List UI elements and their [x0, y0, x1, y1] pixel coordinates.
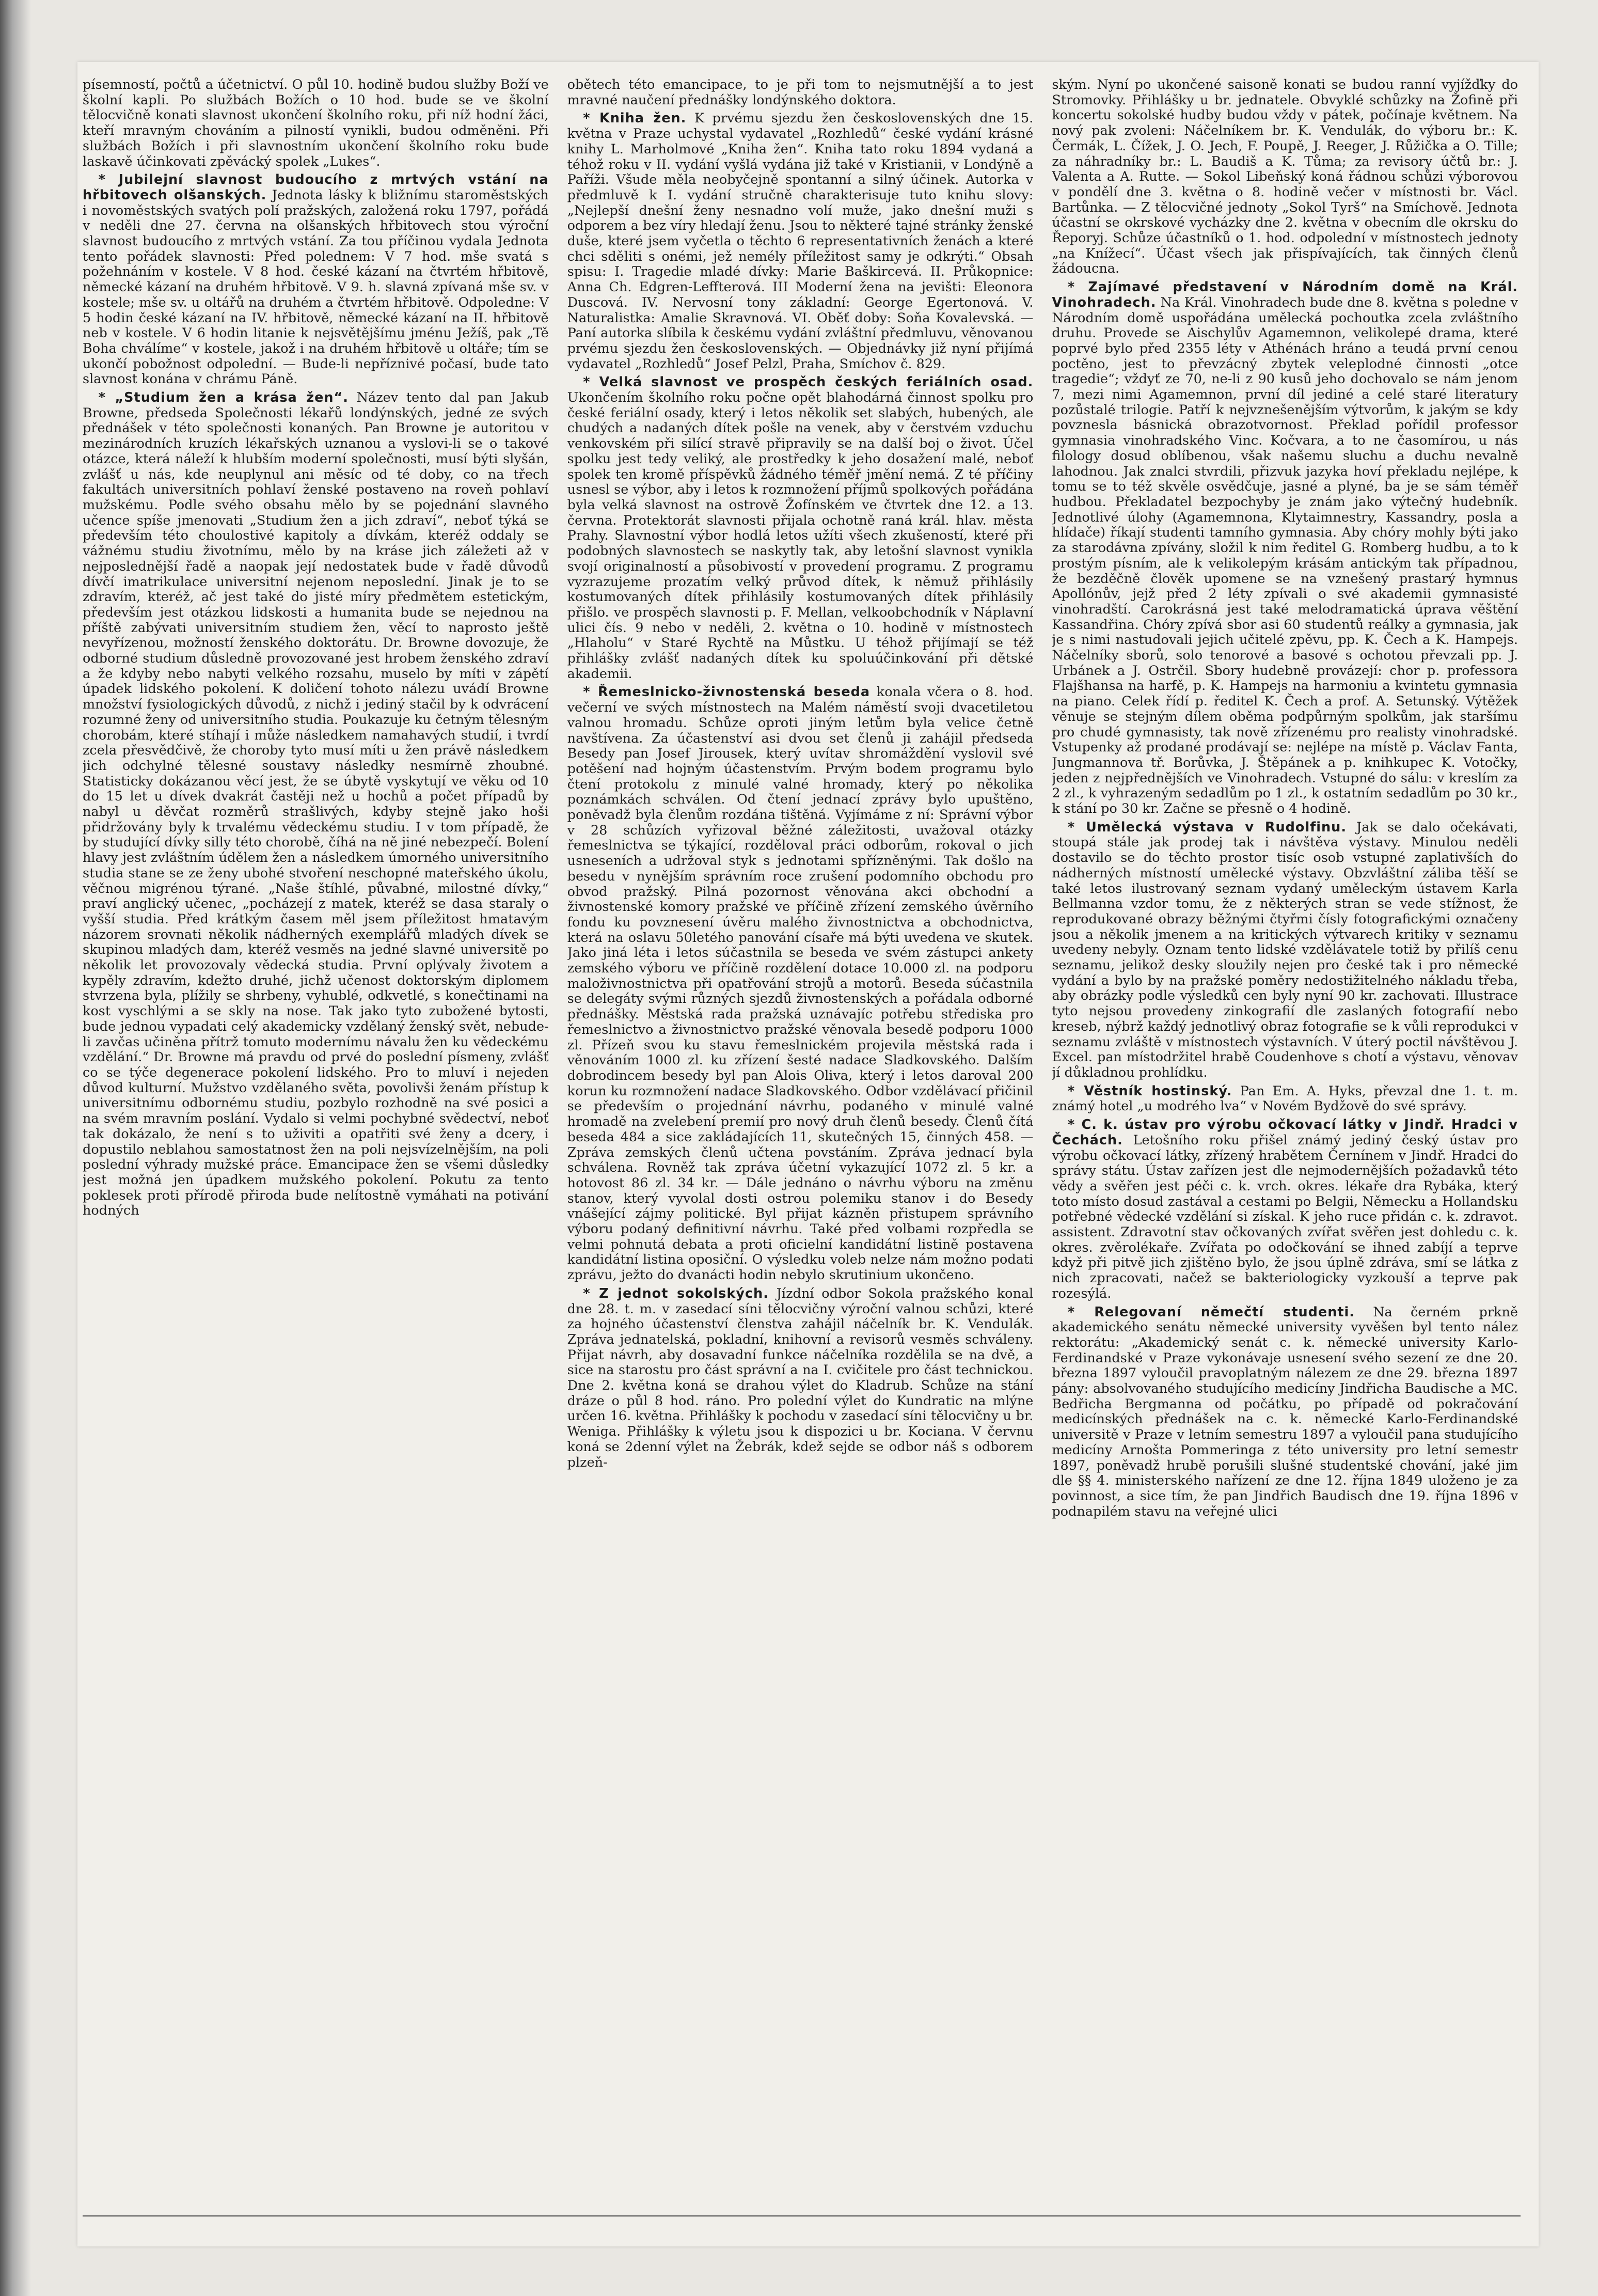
article-headline: * Řemeslnicko-živnostenská beseda — [583, 684, 871, 700]
article-body: Jak se dalo očekávati, stoupá stále jak prodej tak i návštěva výstavy. Minulou neděli dostavilo se do těchto prostor tisíc osob vstupné zaplativších do nádherných místností umělecké výstavy. Obzvláštní záliba těší se také letos ilustrovaný seznam vydaný uměleckým ústavem Karla Bellmanna vzdor tomu, že z některých stran se vede stížnost, že reprodukované obrazy běžnými čtyřmi čísly fotografickými označeny jsou a několik jmenem a na kritických výtvarech kritiky v seznamu uvedeny nebyly. Oznam tento lidské vzdělávatele totiž by přilíš cenu seznamu, jelikož desky sloužily nejen pro české tak i pro německé vydání a bylo by na pražské poměry nedostižitelného nákladu třeba, aby obrázky podle výsledků cen byly nyní 90 kr. zachovati. Illustrace tyto nejsou provedeny zinkografií dle zaslaných fotografií nebo kreseb, nýbrž každý jednotlivý obraz fotografie se k vůli reprodukci v seznamu zvláště v místnostech výstavních. V úterý poctil návštěvou J. Excel. pan místodržitel hrabě Coudenhove s chotí a výstavu, věnovav jí důkladnou prohlídku. — [1052, 819, 1518, 1080]
article-body: Letošního roku přišel známý jediný český ústav pro výrobu očkovací látky, zřízený hrabětem Černínem v Jindř. Hradci do správy státu. Ústav zařízen jest dle nejmodernějších požadavků této vědy a svěřen jest péči c. k. vrch. okres. lékaře dra Rybáka, který toto místo dosud zastával a cestami po Belgii, Německu a Hollandsku potřebné vědecké vzdělání si získal. K jeho ruce přidán c. k. zdravot. assistent. Zdravotní stav očkovaných zvířat svěřen jest dohledu c. k. okres. zvěrolékaře. Zvířata po odočkování se ihned zabíjí a teprve když při pitvě jich zjištěno bylo, že jsou úplně zdráva, smí se látka z nich zpracovati, načež se bakteriologicky vyzkouší a teprve pak rozesýlá. — [1052, 1132, 1518, 1301]
article-paragraph — [83, 172, 549, 387]
article-body: ským. Nyní po ukončené saisoně konati se budou ranní vyjížďky do Stromovky. Přihlášky u br. jednatele. Obvyklé schůzky na Žofině při koncertu sokolské hudby budou vždy v pátek, počínaje květnem. Na nový pak zvoleni: Náčelníkem br. K. Vendulák, do výboru br.: K. Čermák, L. Čížek, J. O. Jech, F. Poupě, J. Reeger, J. Růžička a O. Tille; za náhradníky br.: L. Baudiš a K. Tůma; za revisory účtů br.: J. Valenta a A. Rutte. — Sokol Libeňský koná řádnou schůzi výborovou v pondělí dne 3. května o 8. hodině večer v místnosti br. Václ. Bartůnka. — Z tělocvičné jednoty „Sokol Tyrš“ na Smíchově. Jednota účastní se okrskové vycházky dne 2. května v obecním dle okrsku do Řeporyj. Schůze účastníků o 1. hod. odpolední v místnostech jednoty „na Knížecí“. Účast všech jak přispívajících, tak činných členů žádoucna. — [1052, 77, 1518, 277]
article-body: Na černém prkně akademického senátu německé university vyvěšen byl tento nález rektorátu: „Akademický senát c. k. německé university Karlo-Ferdinandské v Praze vykonávaje usnesení svého sezení ze dne 20. března 1897 vyloučil pravoplatným nálezem ze dne 29. března 1897 pány: absolvovaného studujícího medicíny Jindřicha Baudische a MC. Bedřicha Bergmanna od počátku, po případě od pokračování medicínských přednášek na c. k. německé Karlo-Ferdinandské universitě v Praze v letním semestru 1897 a vyloučil pana studujícího medicíny Arnošta Pommeringa z této university pro letní semestr 1897, poněvadž hrubě porušili slušné studentské chování, jaké jim dle §§ 4. ministerského nařízení ze dne 12. října 1849 uloženo je za povinnost, a sice tím, že pan Jindřich Baudisch dne 19. října 1896 v podnapilém stavu na veřejné ulici — [1052, 1304, 1518, 1519]
article-body: Název tento dal pan Jakub Browne, předseda Společnosti lékařů londýnských, jedné ze svých přednášek v této společnosti konaných. Pan Browne je autoritou v mezinárodních kruzích lékařských uznanou a vyslovi-li se o takové otázce, která náleží k hlubším moderní společnosti, musí býti slyšán, zvlášť u nás, kde neuplynul ani měsíc od té doby, co na třech fakultách universitních pohlaví ženské postaveno na roveň pohlaví mužskému. Podle svého obsahu mělo by se pojednání slavného učence spíše jmenovati „Studium žen a jich zdraví“, neboť týká se především této choulostivé kapitoly a dívkám, kteréž oddaly se vážnému studiu životnímu, mělo by na kráse jich záležeti až v nejposlednější řadě a naopak její nedostatek bude v řadě důvodů dívčí imatrikulace universitní nejenom neposlední. Jinak je to se zdravím, kteréž, ač jest také do jisté míry předmětem estetickým, především jest otázkou lidskosti a humanita bude se nejednou na příště zabývati universitním studiem žen, věcí to naprosto ještě nevyřízenou, možností ženského doktorátu. Dr. Browne dovozuje, že odborné studium důsledně provozované jest hrobem ženského zdraví a že kdyby nebo nabyti velkého rozsahu, muselo by míti v zápětí úpadek lidského pokolení. K doličení tohoto nálezu uvádí Browne množství fysiologických důvodů, z nichž i jediný stačil by k odvrácení rozumné ženy od universitního studia. Poukazuje ku četným tělesným chorobám, které stíhají i může následkem namahavých studií, i tvrdí zcela přesvědčivě, že choroby tyto musí míti u žen právě následkem jich odchylné tělesné soustavy následky nesmírně zhoubné. Statisticky dokázanou věcí jest, že se úbytě vyskytují ve věku od 10 do 15 let u dívek dvakrát častěji než u hochů a počet případů by nabyl u děvčat rozměrů strašlivých, kdyby stejně jako hoši přidržovány byly k trvalému vědeckému studiu. I v tom případě, že by studující dívky silly této chorobě, číhá na ně jiné nebezpečí. Bolení hlavy jest zvláštním údělem žen a následkem úmorného universitního studia stane se ze ženy ubohé stvoření neschopné mateřského úkolu, věčnou migrénou týrané. „Naše štíhlé, půvabné, milostné dívky,“ praví anglický učenec, „pocházejí z matek, kteréž se dasa staraly o vyšší studia. Před krátkým časem měl jsem příležitost hmatavým názorem srovnati několik nádherných exemplářů mladých dívek se skupinou mladých dam, kteréž vesměs na jedné slavné universitě po několik let provozovaly vědecká studia. První oplývaly životem a kypěly zdravím, kdežto druhé, jichž učenost doktorským diplomem stvrzena byla, plížily se shrbeny, vyhublé, odkvetlé, s konečtinami na kost vyschlými a se skly na nose. Tak jako tyto zubožené bytosti, bude jednou vypadati celý akademicky vzdělaný ženský svět, nebude-li zavčas učiněna přítrž tomuto modernímu návalu žen ku vědeckému vzdělání.“ Dr. Browne má pravdu od prvé do poslední písmeny, zvlášť co se týče degenerace pokolení lidského. Pro to mluví i nejeden důvod kulturní. Mužstvo vzdělaného světa, povolivši ženám přístup k universitnímu odbornému studiu, pozbylo rozhodně na své posici a na svém mravním poslání. Vydalo si velmi pochybné svědectví, neboť tak dokázalo, že není s to uživiti a opatřiti své ženy a dcery, i dopustilo neblahou samostatnost žen na poli nejsvízelnějším, na poli poslední výhrady mužské práce. Emancipace žen se všemi důsledky jest možná jen úpadkem mužského pokolení. Pokutu za tento poklesek proti přírodě přiroda bude nelítostně vymáhati na potivání hodných — [83, 390, 549, 1219]
article-paragraph — [567, 375, 1034, 682]
article-headline: * Umělecká výstava v Rudolfinu. — [1067, 819, 1347, 835]
article-body: konala včera o 8. hod. večerní ve svých místnostech na Malém náměstí svoji dvacetiletou valnou hromadu. Schůze oproti jiným letům byla velice četně navštívena. Za účastenství asi dvou set členů ji zahájil předseda Besedy pan Josef Jirousek, který uvítav shromáždění vyslovil své potěšení nad hojným účastenstvím. Prvým bodem programu bylo čtení protokolu z minulé valné hromady, který po několika poznámkách schválen. Od čtení jednací zprávy bylo upuštěno, poněvadž byla členům rozdána tištěná. Vyjímáme z ní: Správní výbor v 28 schůzích vyřizoval běžné záležitosti, uvažoval otázky řemeslnictva se týkající, rozděloval práci odborům, rokoval o jich usneseních a udržoval styk s jednotami spřízněnými. Tak došlo na besedu v nynějším správním roce zrušení podomního obchodu pro obvod pražský. Pilná pozornost věnována akci obchodní a živnostenské komory pražské ve příčině zřízení zemského úvěrního fondu ku povznesení úvěru malého živnostnictva a obchodnictva, která na oslavu 50letého panování císaře má býti uvedena ve skutek. Jako jiná léta i letos súčastnila se beseda ve svém zástupci ankety zemského výboru ve příčině rozdělení dotace 10.000 zl. na podporu maloživnostnictva při opatřování strojů a motorů. Beseda súčastnila se delegáty svými různých sjezdů živnostenských a pořádala odborné přednášky. Městská rada pražská uznávajíc potřebu střediska pro řemeslnictvo a živnostnictvo pražské věnovala besedě podporu 1000 zl. Přízeň svou ku stavu řemeslnickém projevila městská rada i věnováním 1000 zl. ku zřízení šesté nadace Sladkovského. Dalším dobrodincem besedy byl pan Alois Oliva, který i letos daroval 200 korun ku rozmnožení nadace Sladkovského. Odbor vzdělávací přičinil se především o projednání návrhu, podaného v minulé valné hromadě na zvelebení premií pro nový druh členů besedy. Členů čítá beseda 484 a sice zakládajících 11, skutečných 15, činných 458. — Zpráva zemských členů učtena povstáním. Zpráva jednací byla schválena. Rovněž tak zpráva účetní vykazující 1072 zl. 5 kr. a hotovost 86 zl. 34 kr. — Dále jednáno o návrhu výboru na změnu stanov, který vyvolal dosti ostrou polemiku stanov i do Besedy vnášející zájmy politické. Byl přijat kázněn přistupem správního výboru podaný definitivní návrhu. Také před volbami rozpředla se velmi pohnutá debata a proti oficielní kandidátní listině postavena kandidátní listina oposiční. O výsledku voleb nelze nám možno podati zprávu, ježto do dvanácti hodin nebylo skrutinium ukončeno. — [567, 684, 1034, 1283]
article-headline: * Jubilejní slavnost budoucího z mrtvých vstání na hřbitovech olšanských. — [83, 172, 549, 203]
article-headline: * Zajímavé představení v Národním domě na Král. Vinohradech. — [1052, 279, 1518, 310]
article-body: Jednota lásky k bližnímu staroměstských i novoměstských svatých polí pražských, založená roku 1797, pořádá v neděli dne 27. června na olšanských hřbitovech stou výroční slavnost budoucího z mrtvých vstání. Za tou příčinou vydala Jednota tento pořádek slavnosti: Před polednem: V 7 hod. mše svatá s požehnáním v kostele. V 8 hod. české kázaní na čtvrtém hřbitově, německé kázaní na druhém hřbitově. V 9. h. slavná zpívaná mše sv. v kostele; mše sv. u oltářů na druhém a čtvrtém hřbitově. Odpoledne: V 5 hodin české kázaní na IV. hřbitově, německé kázaní na II. hřbitově neb v kostele. V 6 hodin litanie k nejsvětějšímu jménu Ježíš, pak „Tě Boha chválíme“ v kostele, jakož i na druhém hřbitově u oltáře; tím se ukončí pobožnost odpolední. — Bude-li nepříznivé počasí, bude tato slavnost konána v chrámu Páně. — [83, 187, 549, 387]
article-headline: * C. k. ústav pro výrobu očkovací látky v Jindř. Hradci v Čechách. — [1052, 1117, 1518, 1148]
column-2 — [567, 77, 1034, 2205]
article-headline: * Kniha žen. — [583, 111, 687, 127]
article-body: Na Král. Vinohradech bude dne 8. května s poledne v Národním domě uspořádána umělecká pochoutka zcela zvláštního druhu. Provede se Aischylův Agamemnon, velikolepé drama, které poprvé bylo před 2355 léty v Athénách hráno a teudá první cenou poctěno, jest to převzácný zbytek veleplodné činnosti „otce tragedie“; vždyť ze 70, ne-li z 90 kusů jeho dochovalo se nám jenom 7, mezi nimi Agamemnon, první díl jediné a celé staré literatury pozůstalé trilogie. Patří k nejvznešenějším výtvorům, k jakým se kdy povznesla básnická obrazotvornost. Překlad pořídil professor gymnasia vinohradského Vinc. Kočvara, a to ne časomírou, u nás filology dosud oblíbenou, však našemu sluchu a duchu nevalně lahodnou. Jak znalci stvrdili, přizvuk jazyka hoví překladu nejlépe, k tomu se to též skvěle osvědčuje, jasné a plyné, ba je se sám téměř hudbou. Překladatel bezpochyby je znám jako výtečný hudebník. Jednotlivé úlohy (Agamemnona, Klytaimnestry, Kassandry, posla a hlídače) říkají studenti tamního gymnasia. Aby chóry mohly býti jako za starodávna zpívány, složil k nim ředitel G. Romberg hudbu, a to k prostým písním, ale k velikolepým krásám antickým tak případnou, že bezděčně člověk upomene se na vznešený prastarý hymnus Apollónův, jejž před 2 léty zpívali o své akademii gymnasisté vinohradští. Carokrásná jest také melodramatická úprava věštění Kassandřina. Chóry zpívá sbor asi 60 studentů reálky a gymnasia, jak je s nimi nastudovali jejich učitelé zpěvu, pp. K. Čech a K. Hampejs. Náčelníky sborů, solo tenorové a basové s ochotou převzali pp. J. Urbánek a J. Ostrčil. Sbory hudebně provázejí: chor p. professora Flajšhansa na harfě, p. K. Hampejs na harmoniu a kvintetu gymnasia na piano. Celek řídí p. ředitel K. Čech a prof. A. Setunský. Výtěžek věnuje se stejným dílem oběma podpůrným spolkům, jak staršímu pro chudé gymnasisty, tak nově zřízenému pro realisty vinohradské. Vstupenky až prodané prodávají se: nejlépe na místě p. Václav Fanta, Jungmannova tř. Borůvka, J. Štěpánek a p. knihkupec K. Votočky, jeden z nejpřednějších ve Vinohradech. Vstupné do sálu: v kreslím za 2 zl., k vyhrazeným sedadlům po 1 zl., k ostatním sedadlům po 30 kr., k stání po 30 kr. Začne se přesně o 4 hodině. — [1052, 294, 1518, 817]
article-body: Jízdní odbor Sokola pražského konal dne 28. t. m. v zasedací síni tělocvičny výroční valnou schůzi, které za hojného účastenství členstva zahájil náčelník br. K. Vendulák. Zpráva jednatelská, pokladní, knihovní a revisorů vesměs schváleny. Přijat návrh, aby dosavadní funkce náčelníka rozdělila se na dvě, a sice na starostu pro část správní a na I. cvičitele pro část technickou. Dne 2. května koná se drahou výlet do Kladrub. Schůze na stání dráze o půl 8 hod. ráno. Pro polední výlet do Kundratic na mlýne určen 16. května. Přihlášky k pochodu v zasedací síni tělocvičny u br. Weniga. Přihlášky k výletu jsou k dispozici u br. Kociana. V červnu koná se 2denní výlet na Žebrák, kdež sejde se odbor náš s odborem plzeň- — [567, 1285, 1034, 1470]
article-paragraph — [1052, 280, 1518, 817]
article-body: Pan Em. A. Hyks, převzal dne 1. t. m. známý hotel „u modrého lva“ v Novém Bydžově do své správy. — [1052, 1083, 1518, 1114]
article-paragraph — [83, 390, 549, 1219]
bottom-rule — [83, 2215, 1521, 2216]
article-paragraph — [567, 77, 1034, 108]
article-paragraph — [567, 685, 1034, 1283]
article-headline: * Relegovaní němečtí studenti. — [1067, 1304, 1355, 1320]
article-paragraph — [567, 111, 1034, 372]
article-body: obětech této emancipace, to je při tom to nejsmutnější a to jest mravné naučení přednášky londýnského doktora. — [567, 77, 1034, 108]
article-paragraph — [1052, 1305, 1518, 1520]
article-paragraph — [1052, 77, 1518, 277]
article-paragraph — [567, 1286, 1034, 1470]
article-headline: * Věstník hostinský. — [1067, 1083, 1232, 1099]
article-paragraph — [1052, 1118, 1518, 1301]
page-binding-shadow — [0, 0, 31, 2296]
article-headline: * Z jednot sokolských. — [583, 1285, 769, 1301]
article-paragraph — [83, 77, 549, 169]
column-3 — [1052, 77, 1518, 2205]
article-paragraph — [1052, 1084, 1518, 1114]
article-paragraph — [1052, 820, 1518, 1081]
article-headline: * Velká slavnost ve prospěch českých feriálních osad. — [583, 374, 1034, 390]
article-headline: * „Studium žen a krása žen“. — [98, 390, 349, 406]
column-1 — [83, 77, 549, 2205]
article-body: písemností, počtů a účetnictví. O půl 10. hodině budou služby Boží ve školní kapli. Po službách Božích o 10 hod. bude se ve školní tělocvičně konati slavnost ukončení školního roku, při níž hodní žáci, kteří mravným chováním a pilností vynikli, budou odměněni. Při službách Božích i při slavnostním ukončení školního roku bude laskavě účinkovati zpěvácký spolek „Lukes“. — [83, 77, 549, 169]
text-columns — [83, 77, 1518, 2205]
article-body: K prvému sjezdu žen československých dne 15. května v Praze uchystal vydavatel „Rozhledů“ české vydání krásné knihy L. Marholmové „Kniha žen“. Kniha tato roku 1894 vydaná a téhož roku v II. vydání vyšlá vydána již také v Kristianii, v Londýně a Paříži. Všude měla neobyčejně spontanní a silný účinek. Autorka v předmluvě k I. vydání stručně charakterisuje tuto knihu slovy: „Nejlepší dnešní ženy nesnadno volí muže, jako dnešní muži s odporem a bez víry hledají ženu. Jsou to některé tajné stránky ženské duše, které jsem vyčetla o těchto 6 representativních ženách a které chci sděliti s onémi, jež nemély příležitost samy je odkrýti.“ Obsah spisu: I. Tragedie mladé dívky: Marie Baškircevá. II. Průkopnice: Anna Ch. Edgren-Leffterová. III Moderní žena na jevišti: Eleonora Duscová. IV. Nervosní tony základní: George Egertonová. V. Naturalistka: Amalie Skravnová. VI. Oběť doby: Soňa Kovalevská. — Paní autorka slíbila k českému vydání zvláštní předmluvu, věnovanou prvému sjezdu žen československých. — Objednávky již nyní přijímá vydavatel „Rozhledů“ Josef Pelzl, Praha, Smíchov č. 829. — [567, 111, 1034, 372]
article-body: Ukončením školního roku počne opět blahodárná činnost spolku pro české feriální osady, který i letos několik set slabých, hubených, ale chudých a nadaných dítek pošle na venek, aby v čerstvém vzduchu venkovském při silící stravě připravily se na další boj o život. Účel spolku jest tedy veliký, ale prostředky k jeho dosažení malé, neboť spolek ten kromě příspěvků žádného téměř jmění nemá. Z té příčiny usnesl se výbor, aby i letos k rozmnožení příjmů spolkových pořádána byla velká slavnost na ostrově Žofínském ve čtvrtek dne 12. a 13. června. Protektorát slavnosti přijala ochotně raná král. hlav. města Prahy. Slavnostní výbor hodlá letos užíti všech zkušeností, které při podobných slavnostech se naskytly tak, aby letošní slavnost vynikla svojí originalností a působivostí v provedení programu. Z programu vyzrazujeme prozatím velký průvod dítek, k němuž přihlásily kostumovaných dítek přihlásily kostumovaných dítek přihlásily přišlo. ve prospěch slavnosti p. F. Mellan, velkoobchodník v Náplavní ulici čís. 9 nebo v neděli, 2. května o 10. hodině v místnostech „Hlaholu“ v Staré Rychtě na Můstku. U téhož přijímají se též přihlášky zvlášť nadaných dítek ku spoluúčinkování při dětské akademii. — [567, 390, 1034, 682]
